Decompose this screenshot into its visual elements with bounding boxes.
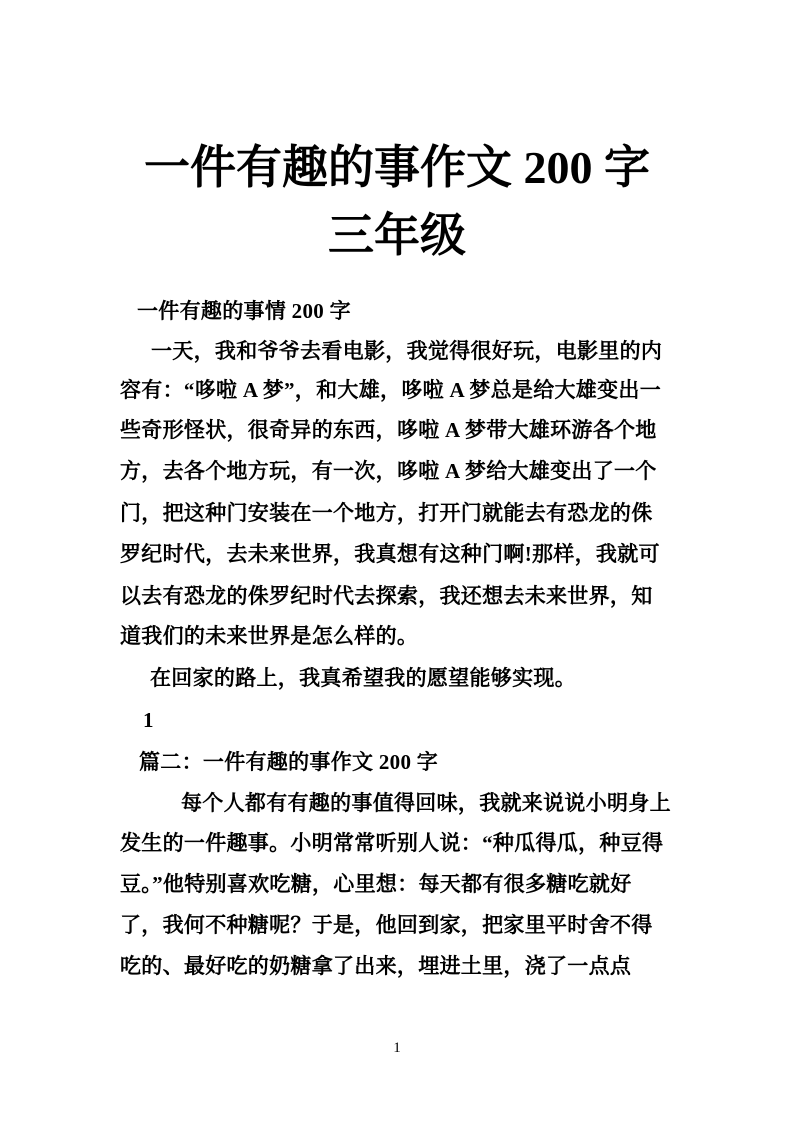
- document-title-line-1: 一件有趣的事作文 200 字: [144, 142, 650, 193]
- section-heading-1: 一件有趣的事情 200 字: [137, 299, 351, 323]
- body-line: 了，我何不种糖呢？于是，他回到家，把家里平时舍不得: [120, 913, 653, 937]
- body-line: 吃的、最好吃的奶糖拿了出来，埋进土里，浇了一点点: [120, 954, 632, 978]
- body-line: 每个人都有有趣的事值得回味，我就来说说小明身上: [181, 791, 671, 815]
- body-line: 一天，我和爷爷去看电影，我觉得很好玩，电影里的内: [151, 339, 663, 363]
- body-line: 豆。”他特别喜欢吃糖，心里想：每天都有很多糖吃就好: [120, 872, 632, 896]
- body-line: 容有：“哆啦 A 梦”，和大雄，哆啦 A 梦总是给大雄变出一: [120, 378, 662, 402]
- body-line: 发生的一件趣事。小明常常听别人说：“种瓜得瓜，种豆得: [120, 831, 664, 855]
- body-line: 方，去各个地方玩，有一次，哆啦 A 梦给大雄变出了一个: [120, 459, 657, 483]
- body-line: 些奇形怪状，很奇异的东西，哆啦 A 梦带大雄环游各个地: [120, 418, 657, 442]
- body-line: 门，把这种门安装在一个地方，打开门就能去有恐龙的侏: [120, 501, 653, 525]
- body-line: 罗纪时代，去未来世界，我真想有这种门啊!那样，我就可: [120, 542, 660, 566]
- section-heading-2: 篇二：一件有趣的事作文 200 字: [139, 750, 439, 774]
- page-number: 1: [393, 1040, 401, 1056]
- body-line: 在回家的路上，我真希望我的愿望能够实现。: [150, 666, 576, 690]
- inline-page-marker: 1: [143, 708, 154, 732]
- body-line: 以去有恐龙的侏罗纪时代去探索，我还想去未来世界，知: [120, 584, 653, 608]
- body-line: 道我们的未来世界是怎么样的。: [120, 624, 419, 648]
- document-title-line-2: 三年级: [328, 210, 466, 261]
